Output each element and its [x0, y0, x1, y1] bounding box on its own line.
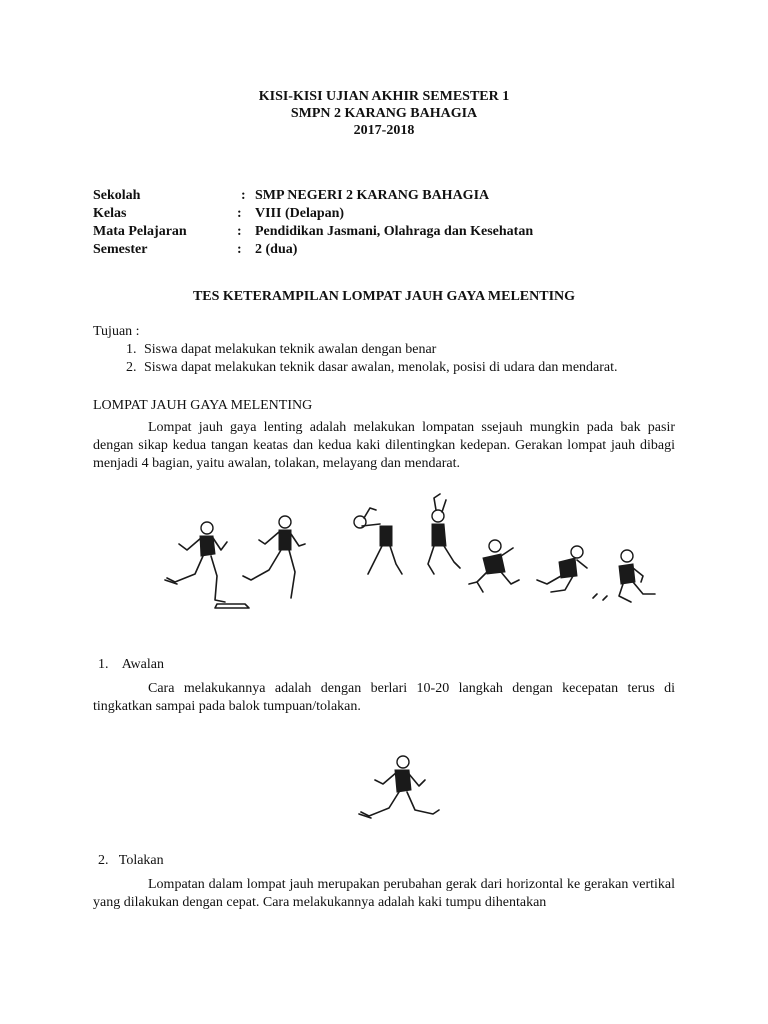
info-row-sekolah: [93, 187, 693, 205]
info-colon: :: [241, 188, 246, 203]
runner-figure-2: [243, 516, 305, 598]
info-colon: :: [237, 242, 242, 257]
info-label: Semester: [93, 242, 148, 257]
info-label: Sekolah: [93, 188, 141, 203]
lompat-paragraph-block: [93, 419, 675, 473]
sand-marks: [593, 594, 607, 600]
info-row-semester: [93, 241, 693, 259]
jumper-figure-6: [537, 546, 587, 592]
jumper-figure-4: [428, 494, 460, 574]
long-jump-sequence-drawing: [145, 490, 685, 630]
runner-image: [345, 752, 455, 834]
info-value: VIII (Delapan): [255, 206, 345, 221]
tolakan-paragraph-block: [93, 876, 675, 912]
tolakan-paragraph: Lompatan dalam lompat jauh merupakan perubahan gerak dari horizontal ke gerakan vertikal yang dilakukan dengan cepat. Cara melakukannya adalah kaki tumpu dihentakan: [93, 877, 675, 910]
awalan-paragraph-block: [93, 680, 675, 716]
list-item: 2. Siswa dapat melakukan teknik dasar awalan, menolak, posisi di udara dan mendarat.: [140, 359, 675, 377]
info-colon: :: [237, 206, 242, 221]
runner-drawing: [345, 752, 455, 834]
info-row-mata-pelajaran: [93, 223, 693, 241]
tujuan-label: Tujuan :: [93, 324, 140, 339]
info-block: [93, 187, 693, 259]
header-year: 2017-2018: [353, 123, 415, 138]
tolakan-heading: 2. Tolakan: [98, 853, 164, 868]
info-value: 2 (dua): [255, 242, 298, 257]
section-title: TES KETERAMPILAN LOMPAT JAUH GAYA MELENTING: [192, 289, 576, 304]
long-jump-sequence-image: [145, 490, 685, 630]
info-value: SMP NEGERI 2 KARANG BAHAGIA: [255, 188, 490, 203]
jumper-figure-7: [619, 550, 655, 602]
takeoff-board: [215, 604, 249, 608]
runner-figure-1: [165, 522, 227, 602]
lompat-title: LOMPAT JAUH GAYA MELENTING: [93, 398, 313, 413]
awalan-paragraph: Cara melakukannya adalah dengan berlari 10-20 langkah dengan kecepatan terus di tingkatkan sampai pada balok tumpuan/tolakan.: [93, 681, 675, 714]
info-label: Mata Pelajaran: [93, 224, 187, 239]
info-row-kelas: [93, 205, 693, 223]
info-label: Kelas: [93, 206, 127, 221]
tujuan-list: [93, 341, 675, 377]
jumper-figure-3: [354, 508, 402, 574]
header-title: KISI-KISI UJIAN AKHIR SEMESTER 1: [258, 89, 510, 104]
document-header: [0, 88, 768, 139]
info-value: Pendidikan Jasmani, Olahraga dan Kesehatan: [255, 224, 534, 239]
info-colon: :: [237, 224, 242, 239]
awalan-heading: 1. Awalan: [98, 657, 164, 672]
jumper-figure-5: [469, 540, 519, 592]
lompat-paragraph: Lompat jauh gaya lenting adalah melakukan lompatan ssejauh mungkin pada bak pasir dengan sikap kedua tangan keatas dan kedua kaki dilentingkan kedepan. Gerakan lompat jauh dibagi menjadi 4 bagian, yaitu awalan, tolakan, melayang dan mendarat.: [93, 420, 675, 471]
list-item: 1. Siswa dapat melakukan teknik awalan dengan benar: [140, 341, 675, 359]
tujuan-block: [93, 323, 675, 377]
header-school: SMPN 2 KARANG BAHAGIA: [290, 106, 478, 121]
